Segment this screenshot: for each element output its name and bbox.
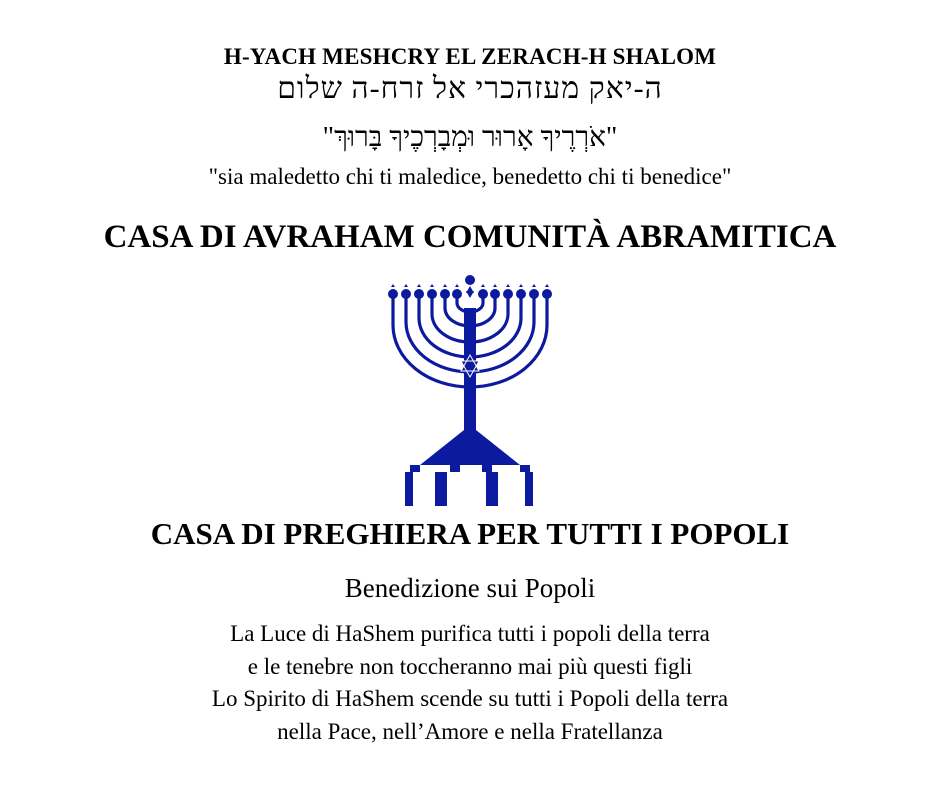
- prayer-line: Lo Spirito di HaShem scende su tutti i Popoli della terra: [211, 686, 729, 711]
- prayer-title: Benedizione sui Popoli: [344, 573, 596, 603]
- blessing-italian-quote: "sia maledetto chi ti maledice, benedetto chi ti benedice": [208, 164, 732, 189]
- header-title-hebrew: ה-יאק מעזהכרי אל זרח-ה שלום: [277, 72, 663, 105]
- menorah-icon: [380, 270, 560, 510]
- blessing-hebrew-quote: "אֹרְרֶיךָ אָרוּר וּמְבָרְכֶיךָ בָּרוּךְ": [322, 122, 618, 153]
- prayer-line: La Luce di HaShem purifica tutti i popoli della terra: [230, 621, 710, 646]
- prayer-line: nella Pace, nell’Amore e nella Fratellanza: [277, 718, 663, 744]
- prayer-text: [0, 618, 940, 748]
- subtitle: CASA DI PREGHIERA PER TUTTI I POPOLI: [150, 516, 790, 551]
- prayer-line: e le tenebre non toccheranno mai più questi figli: [247, 653, 693, 679]
- header-title-latin: H-YACH MESHCRY EL ZERACH-H SHALOM: [223, 44, 717, 69]
- community-name: CASA DI AVRAHAM COMUNITÀ ABRAMITICA: [103, 219, 837, 255]
